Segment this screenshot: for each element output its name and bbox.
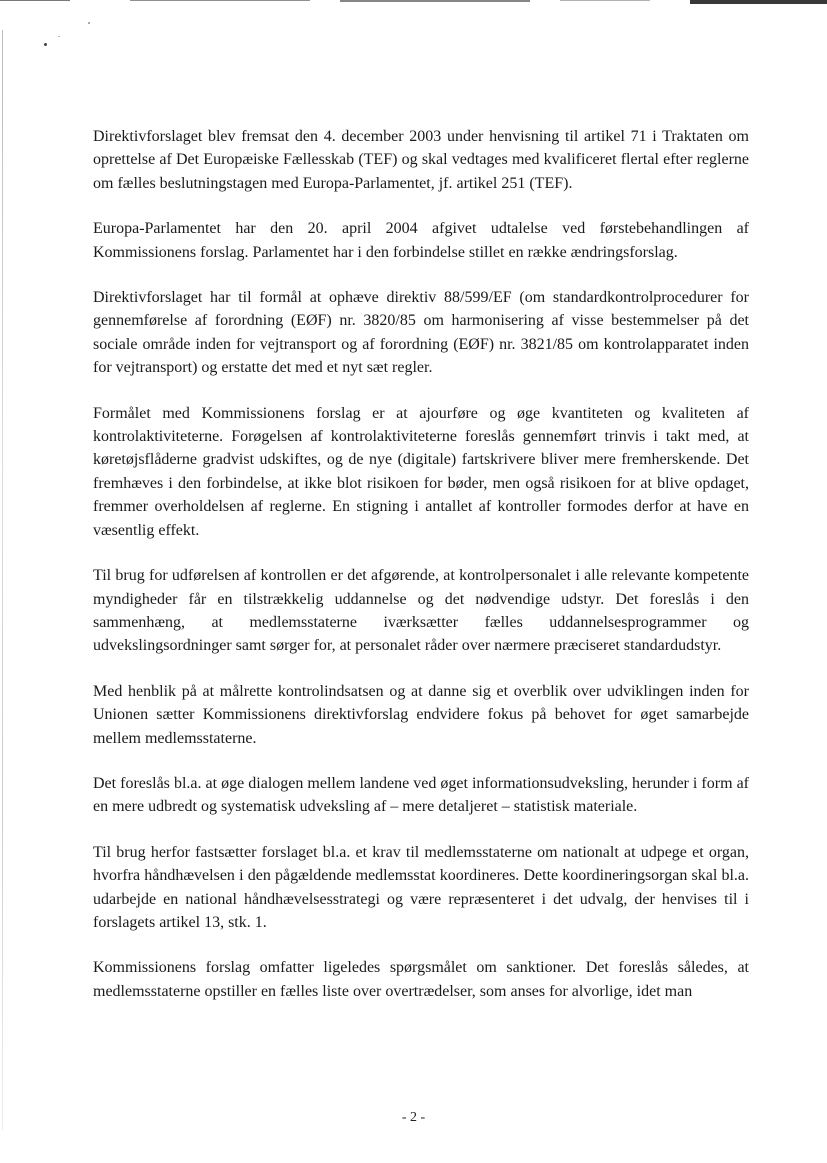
- scan-speck: [88, 22, 90, 24]
- document-body: [93, 125, 749, 1025]
- paragraph: Europa-Parlamentet har den 20. april 2004 afgivet udtalelse ved førstebehandlingen af Kommissionens forslag. Parlamentet har i den forbindelse stillet en række ændringsforslag.: [93, 220, 749, 261]
- scan-speck: [58, 36, 60, 37]
- scan-edge-top: [0, 0, 827, 6]
- paragraph: Det foreslås bl.a. at øge dialogen mellem landene ved øget informationsudveksling, herunder i form af en mere udbredt og systematisk udveksling af – mere detaljeret – statistisk materiale.: [93, 774, 749, 816]
- paragraph: Til brug herfor fastsætter forslaget bl.a. et krav til medlemsstaterne om nationalt at udpege et organ, hvorfra håndhævelsen i den pågældende medlemsstat koordineres. Dette koordineringsorgan skal bl.a. udarbejde en national håndhævelsesstrategi og være repræsenteret i det udvalg, der henvises til i forslagets artikel 13, stk. 1.: [93, 843, 749, 931]
- paragraph: Formålet med Kommissionens forslag er at ajourføre og øge kvantiteten og kvaliteten af kontrolaktiviteterne. Forøgelsen af kontrolaktiviteterne foreslås gennemført trinvis i takt med, at køretøjsflåderne gradvist udskiftes, og de nye (digitale) fartskrivere bliver mere fremherskende. Det fremhæves i den forbindelse, at ikke blot risikoen for bøder, men også risikoen for at blive opdaget, fremmer overholdelsen af reglerne. En stigning i antallet af kontroller formodes derfor at have en væsentlig effekt.: [93, 404, 749, 539]
- scan-speck: [44, 43, 47, 46]
- paragraph: Direktivforslaget blev fremsat den 4. december 2003 under henvisning til artikel 71 i Traktaten om oprettelse af Det Europæiske Fællesskab (TEF) og skal vedtages med kvalificeret flertal efter reglerne om fælles beslutningstagen med Europa-Parlamentet, jf. artikel 251 (TEF).: [93, 128, 749, 192]
- paragraph: Med henblik på at målrette kontrolindsatsen og at danne sig et overblik over udviklingen inden for Unionen sætter Kommissionens direktivforslag endvidere fokus på behovet for øget samarbejde mellem medlemsstaterne.: [93, 682, 749, 747]
- paragraph: Til brug for udførelsen af kontrollen er det afgørende, at kontrolpersonalet i alle relevante kompetente myndigheder får en tilstrækkelig uddannelse og det nødvendige udstyr. Det foreslås i den sammenhæng, at medlemsstaterne iværksætter fælles uddannelsesprogrammer og udvekslingsordninger samt sørger for, at personalet råder over nærmere præciseret standardudstyr.: [93, 567, 749, 655]
- paragraph: Direktivforslaget har til formål at ophæve direktiv 88/599/EF (om standardkontrolprocedurer for gennemførelse af forordning (EØF) nr. 3820/85 om harmonisering af visse bestemmelser på det sociale område inden for vejtransport og af forordning (EØF) nr. 3821/85 om kontrolapparatet inden for vejtransport) og erstatte det med et nyt sæt regler.: [93, 289, 749, 377]
- paragraph: Kommissionens forslag omfatter ligeledes spørgsmålet om sanktioner. Det foreslås således, at medlemsstaterne opstiller en fælles liste over overtrædelser, som anses for alvorlige, idet man: [93, 959, 749, 1000]
- page-number: - 2 -: [401, 1110, 426, 1125]
- scan-edge-left: [2, 30, 3, 1130]
